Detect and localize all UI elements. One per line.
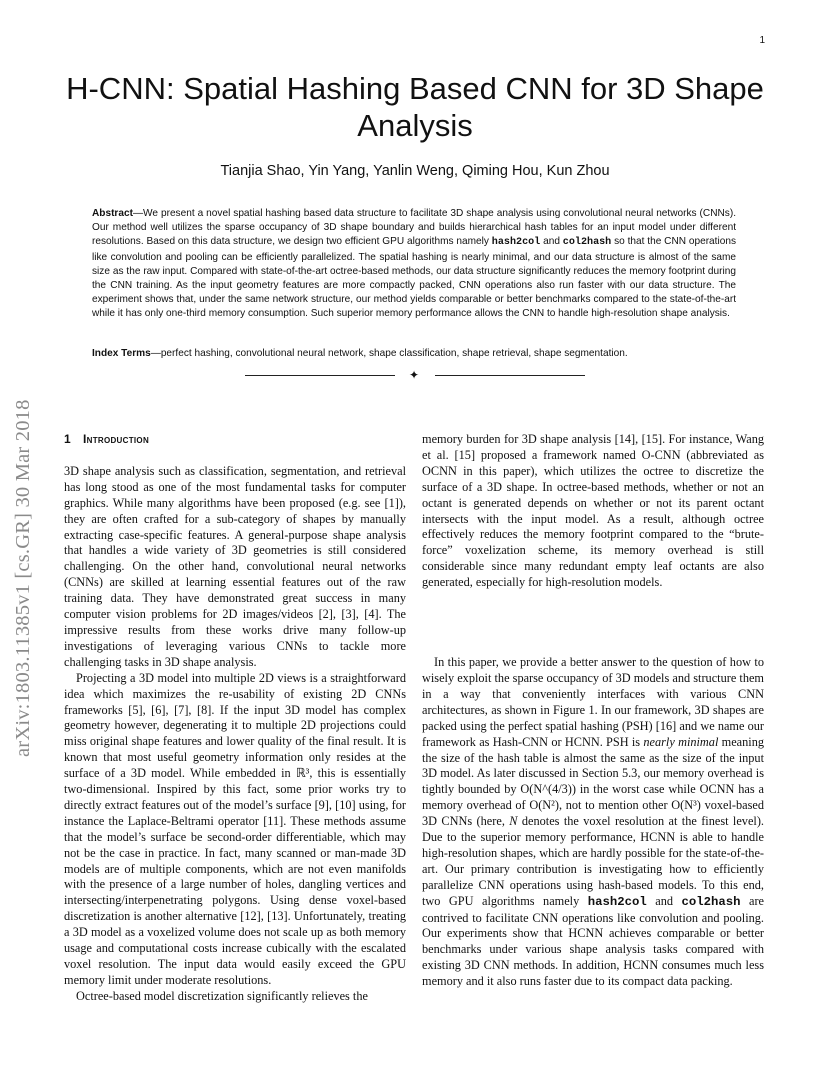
math-n43: O(N^(4/3)) <box>520 782 576 797</box>
divider-diamond-icon: ✦ <box>409 368 420 382</box>
abstract-and: and <box>540 236 563 248</box>
intro-paragraph-1: 3D shape analysis such as classification, segmentation, and retrieval has long stood as one of the most fundamental tasks for computer graphics. While many algorithms have been proposed (e.g. see [1]), they are often crafted for a sub-category of shapes by manually extracting case-specific features. A general-purpose shape analysis that handles a wide variety of 3D geometries is still considered challenging. On the other hand, convolutional neural networks (CNNs) are skilled at learning essential features out of the raw training data. They have demonstrated great success in many computer vision problems for 2D images/videos [2], [3], [4]. The impressive results from these works drive many follow-up investigations of leveraging various CNNs to tackle more challenging tasks in 3D shape analysis. <box>64 463 406 669</box>
intro-paragraph-2 <box>64 671 406 989</box>
index-terms-text: —perfect hashing, convolutional neural network, shape classification, shape retrieval, shape segmentation. <box>150 348 628 359</box>
abstract-code-hash2col: hash2col <box>491 237 541 249</box>
math-n2: O(N²) <box>529 798 559 813</box>
math-n: N <box>509 814 518 829</box>
right-column <box>422 432 764 990</box>
rp2-code-hash2col: hash2col <box>587 894 647 909</box>
section-number: 1 <box>64 432 71 446</box>
section-divider <box>245 368 585 382</box>
intro-paragraph-3: Octree-based model discretization significantly relieves the <box>76 988 368 1003</box>
abstract-text-1: —We present a novel spatial hashing based data structure to facilitate 3D shape analysis using convolutional neural networks (CNNs). Our method well utilizes the sparse occupancy of 3D shape boundary and builds hierarchical hash tables for an input model under different resolutions. Based on this data structure, we design two efficient GPU algorithms namely <box>92 208 736 248</box>
divider-line-left <box>245 375 395 376</box>
left-column <box>64 430 406 1005</box>
author-list: Tianjia Shao, Yin Yang, Yanlin Weng, Qiming Hou, Kun Zhou <box>220 163 610 179</box>
rp2-code-col2hash: col2hash <box>681 894 741 909</box>
abstract-code-col2hash: col2hash <box>562 237 612 249</box>
right-paragraph-1: memory burden for 3D shape analysis [14], [15]. For instance, Wang et al. [15] proposed a framework named O-CNN (abbreviated as OCNN in this paper), which utilizes the octree to discretize the surface of a 3D shape. In octree-based methods, whether or not an octant is generated depends on whether or not its parent octant intersects with the input model. As a result, although octree effectively reduces the memory footprint compared to the “brute-force” voxelization scheme, its memory overhead is still considerable since many redundant empty leaf octants are also generated, especially for high-resolution models. <box>422 432 764 590</box>
index-terms <box>92 347 736 361</box>
section-title: Introduction <box>82 432 150 446</box>
rp2-text-g: are contrived to facilitate CNN operations like convolution and pooling. Our experiments show that HCNN achieves comparable or better benchmarks under various shape analysis tasks compared with existing 3D CNN methods. In addition, HCNN consumes much less memory and it also runs faster due to its compact data packing. <box>422 893 764 989</box>
rp2-text-b: meaning the size of the hash table is almost the same as the size of the input 3D model. As later discussed in Section 5.3, our memory overhead is tightly bounded by <box>422 734 764 797</box>
right-paragraph-2 <box>422 655 764 990</box>
divider-line-right <box>435 375 585 376</box>
math-r3: ℝ³ <box>295 766 310 781</box>
rp2-text-f: denotes the voxel resolution at the finest level). Due to the superior memory performance, HCNN is able to handle high-resolution shapes, which are hardly possible for the state-of-the-art. Our primary contribution is investigating how to efficiently parallelize CNN operations using hash-based models. To this end, two GPU algorithms namely <box>422 814 764 908</box>
arxiv-identifier-stamp: arXiv:1803.11385v1 [cs.GR] 30 Mar 2018 <box>12 399 34 757</box>
rp2-text-e: voxel-based 3D CNNs (here, <box>422 798 764 829</box>
intro-p2-text-b: , this is essentially two-dimensional. Inspired by this fact, some prior works try to directly extract features out of the model’s surface [9], [10] using, for instance the Laplace-Beltrami operator [11]. These methods assume that the model’s surface be second-order differentiable, which may not be the case in practice. In fact, many scanned or man-made 3D models are of multiple components, which are not even manifolds with the presence of a large number of holes, dangling vertices and intersecting/interpenetrating polygons. Using dense voxel-based discretization is another alternative [12], [13]. Unfortunately, treating a 3D model as a voxelized volume does not scale up as both memory usage and computational costs increase cubically with the escalated voxel resolution. The input data would easily exceed the GPU memory limit under moderate resolutions. <box>64 766 406 987</box>
section-heading <box>64 432 406 448</box>
rp2-emphasis: nearly minimal <box>643 734 719 749</box>
paper-title: H-CNN: Spatial Hashing Based CNN for 3D Shape Analysis <box>66 71 764 143</box>
rp2-text-d: , not to mention other <box>558 798 672 813</box>
abstract <box>92 207 736 322</box>
intro-p2-text-a: Projecting a 3D model into multiple 2D views is a straightforward idea which maximizes the re-usability of existing 2D CNNs frameworks [5], [6], [7], [8]. If the input 3D model has complex geometry however, degenerating it to multiple 2D projections could miss original shape features and lower quality of the final result. It is known that most useful geometry information only resides at the surface of a 3D model. While embedded in <box>64 670 406 781</box>
index-terms-label: Index Terms <box>92 348 151 359</box>
rp2-text-c: in the worst case while OCNN has a memory overhead of <box>422 782 764 813</box>
rp2-text-a: In this paper, we provide a better answer to the question of how to wisely exploit the sparse occupancy of 3D models and structure them in a way that conveniently interfaces with various CNN architectures, as shown in Figure 1. In our framework, 3D shapes are packed using the perfect spatial hashing (PSH) [16] and we name our framework as Hash-CNN or HCNN. PSH is <box>422 655 764 749</box>
abstract-text-2: so that the CNN operations like convolution and pooling can be efficiently parallelized. The spatial hashing is nearly minimal, and our data structure is almost of the same size as the raw input. Compared with state-of-the-art octree-based methods, our data structure significantly reduces the memory footprint during the CNN training. As the input geometry features are more compactly packed, CNN operations also run faster with our data structure. The experiment shows that, under the same network structure, our method yields comparable or better benchmarks compared to the state-of-the-art while it has only one-third memory consumption. Such superior memory performance allows the CNN to handle high-resolution shape analysis. <box>92 236 736 320</box>
rp2-and: and <box>646 893 682 908</box>
abstract-label: Abstract <box>92 208 133 219</box>
math-n3: O(N³) <box>671 798 701 813</box>
page-number: 1 <box>759 35 765 46</box>
